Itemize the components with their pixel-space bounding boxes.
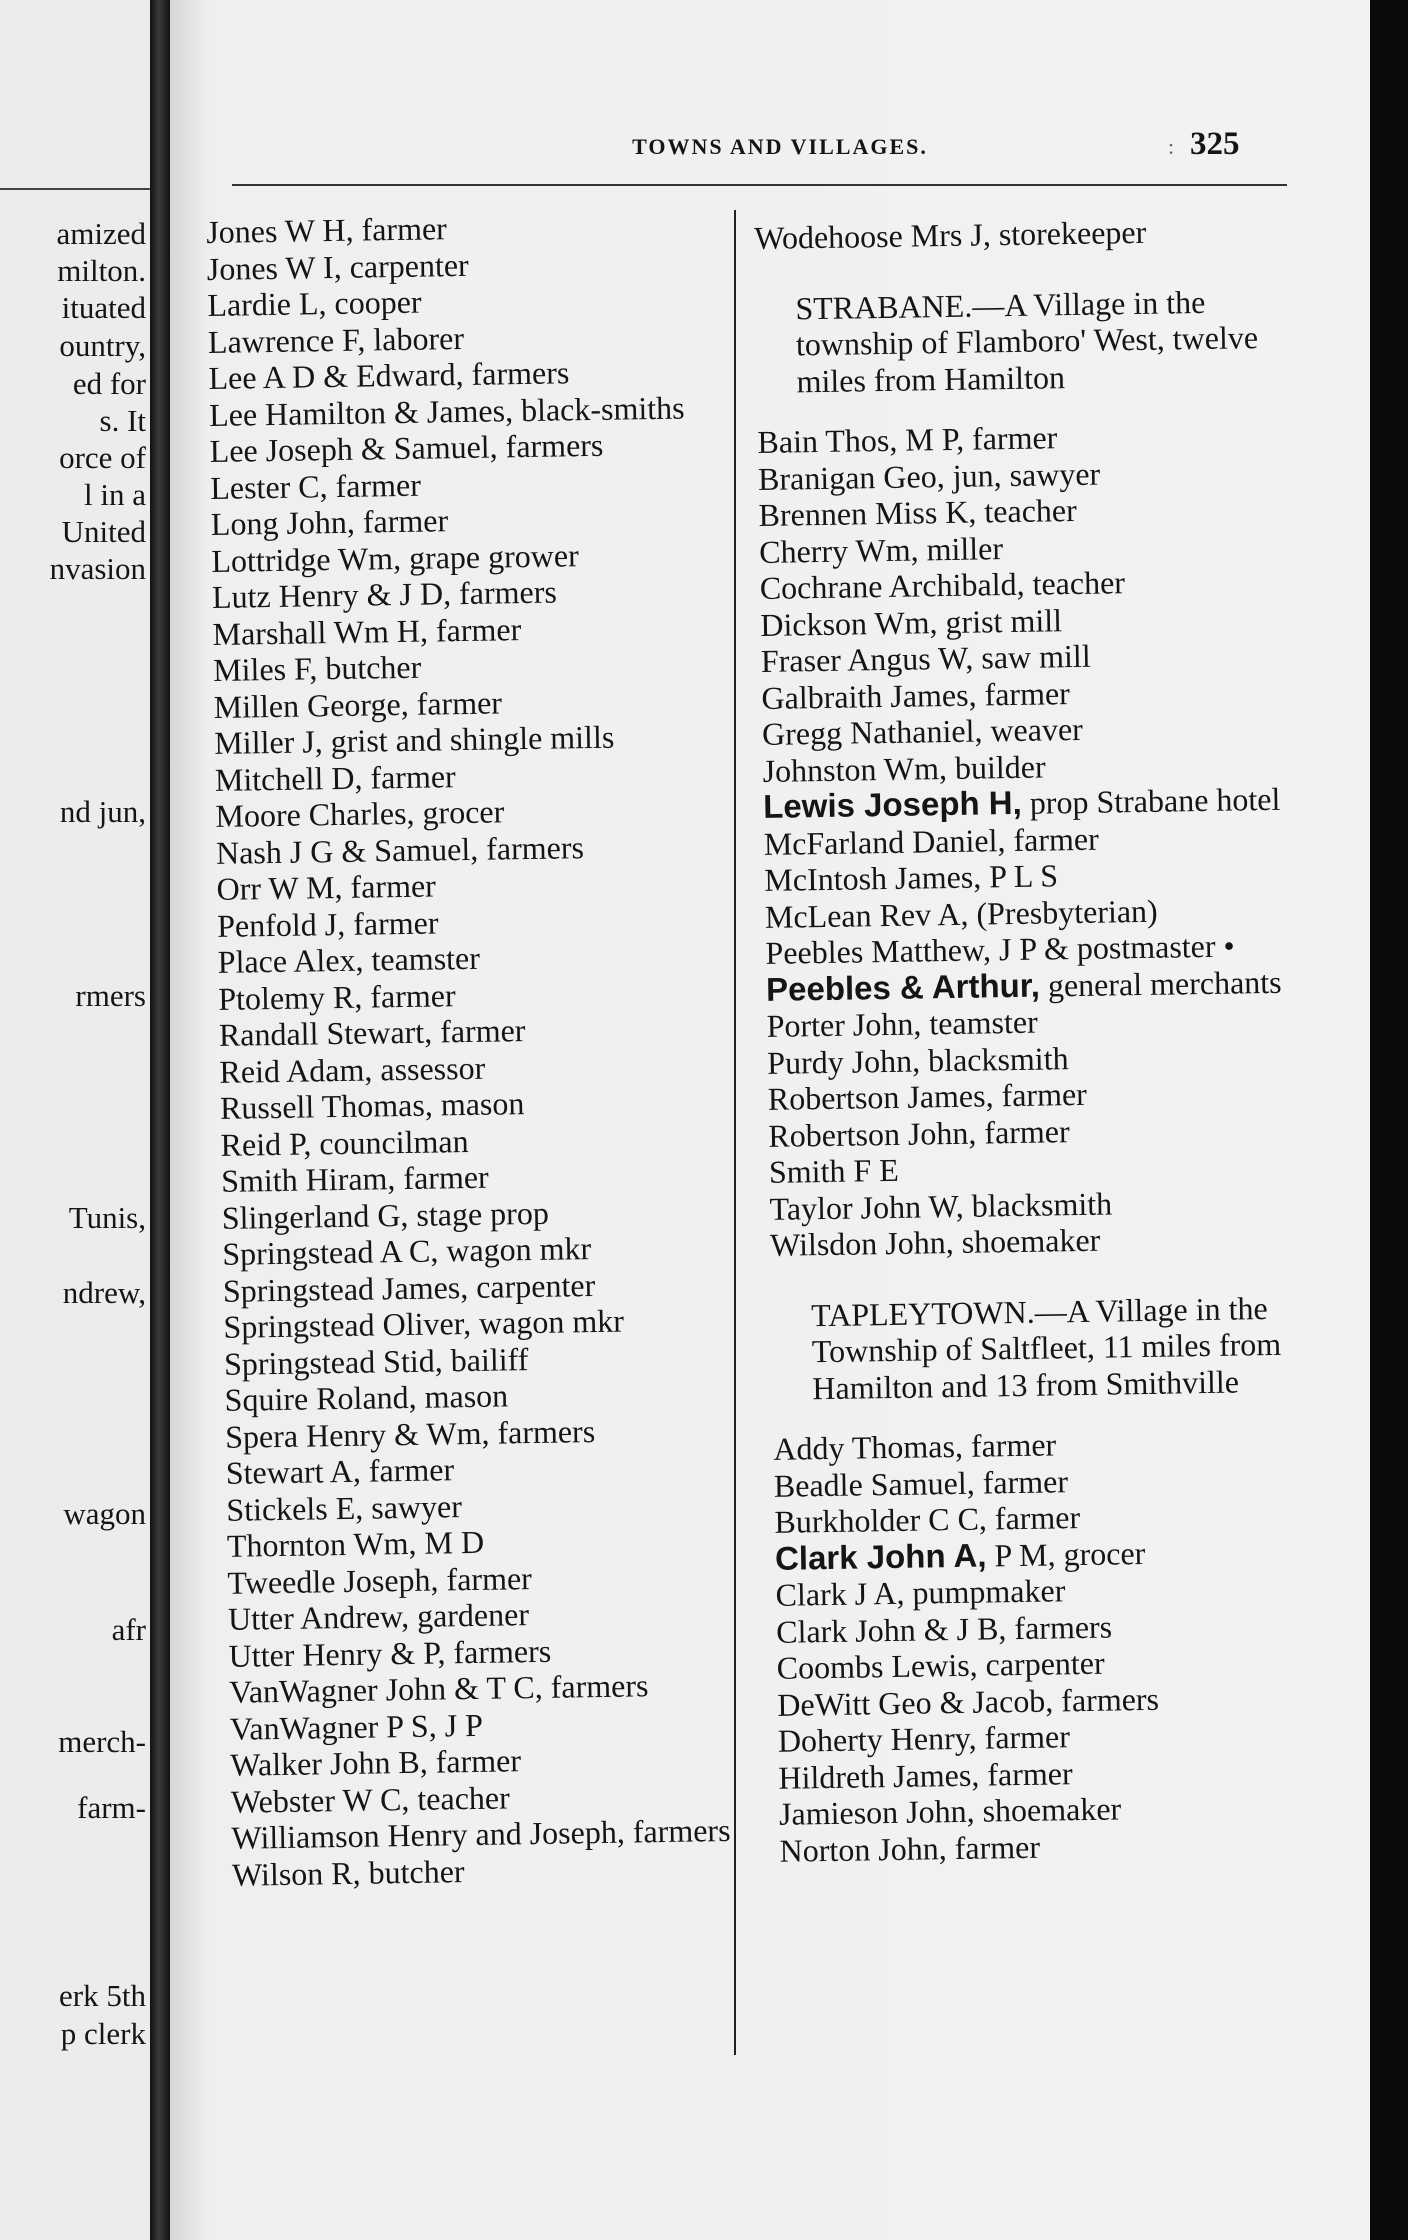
bold-entry-name: Clark John A, (774, 1536, 987, 1577)
previous-page-line: erk 5th (59, 1978, 146, 2013)
directory-entry: Springstead A C, wagon mkr (222, 1230, 592, 1272)
previous-page-line: ndrew, (62, 1275, 146, 1310)
directory-entry: Mitchell D, farmer (214, 757, 456, 798)
previous-page-fragment (0, 0, 150, 2240)
directory-entry: Webster W C, teacher (230, 1778, 510, 1820)
directory-entry: Millen George, farmer (213, 683, 503, 725)
directory-entry: Springstead Oliver, wagon mkr (223, 1302, 625, 1345)
previous-page-line: amized (56, 216, 146, 251)
previous-page-line: ountry, (59, 328, 146, 363)
directory-entry: Robertson John, farmer (768, 1112, 1070, 1154)
running-head: TOWNS AND VILLAGES. (632, 134, 928, 159)
left-column (206, 206, 752, 1893)
directory-entry: Jones W I, carpenter (206, 246, 469, 287)
directory-entry: Addy Thomas, farmer (773, 1426, 1057, 1467)
directory-entry: Burkholder C C, farmer (774, 1499, 1081, 1540)
directory-entry: Smith F E (768, 1151, 900, 1190)
previous-page-line: ed for (72, 366, 146, 401)
directory-entry: Cochrane Archibald, teacher (759, 564, 1126, 606)
previous-page-line: ituated (61, 290, 146, 325)
header-rule (232, 184, 1287, 186)
directory-entry: Walker John B, farmer (230, 1742, 522, 1783)
previous-page-line: afr (111, 1612, 146, 1647)
directory-entry: Tweedle Joseph, farmer (227, 1559, 533, 1601)
directory-entry: Williamson Henry and Joseph, farmers (231, 1811, 731, 1856)
tapleytown-heading: TAPLEYTOWN.—A Village in the Township of Saltfleet, 11 miles from Hamilton and 13 from Smithville (810, 1289, 1282, 1406)
directory-entry: Johnston Wm, builder (762, 747, 1046, 789)
directory-entry: Lee Joseph & Samuel, farmers (209, 426, 604, 469)
directory-entry: Miles F, butcher (212, 648, 422, 688)
directory-entry: Wilsdon John, shoemaker (769, 1221, 1101, 1263)
directory-entry: Russell Thomas, mason (219, 1085, 525, 1126)
previous-page-line: Tunis, (68, 1200, 146, 1235)
directory-entry: Branigan Geo, jun, sawyer (757, 455, 1101, 497)
directory-entry: Wodehoose Mrs J, storekeeper (754, 213, 1147, 256)
directory-entry: McIntosh James, P L S (764, 857, 1059, 898)
previous-page-line: farm- (77, 1790, 146, 1825)
directory-entry: Lardie L, cooper (207, 283, 422, 323)
previous-page-line: s. It (99, 403, 146, 438)
previous-page-line: wagon (63, 1496, 146, 1531)
directory-entry: Clark J A, pumpmaker (775, 1572, 1066, 1613)
directory-entry: Orr W M, farmer (216, 867, 437, 907)
directory-entry: Lawrence F, laborer (207, 319, 465, 360)
directory-entry: Doherty Henry, farmer (777, 1718, 1071, 1759)
directory-entry: Gregg Nathaniel, weaver (761, 710, 1084, 752)
directory-entry: Smith Hiram, farmer (220, 1158, 489, 1199)
previous-page-line: rmers (75, 978, 146, 1013)
strabane-entries (757, 415, 1330, 1263)
bold-entry-name: Peebles & Arthur, (765, 966, 1041, 1008)
directory-entry: Jones W H, farmer (206, 210, 448, 250)
directory-entry: Taylor John W, blacksmith (769, 1184, 1113, 1227)
directory-entry: Cherry Wm, miller (758, 529, 1004, 570)
directory-entry: Lester C, farmer (210, 466, 422, 506)
directory-entry: Marshall Wm H, farmer (212, 610, 522, 652)
directory-entry: Reid Adam, assessor (219, 1049, 486, 1090)
scan-edge (1370, 0, 1408, 2240)
directory-page (170, 0, 1370, 2240)
directory-entry: Bain Thos, M P, farmer (757, 419, 1058, 460)
page-number: 325 (1190, 126, 1240, 162)
directory-entry: Moore Charles, grocer (215, 793, 505, 834)
column-divider (734, 210, 736, 2055)
directory-entry: Stickels E, sawyer (226, 1487, 463, 1528)
entry-detail: general merchants (1039, 963, 1282, 1004)
directory-entry: Thornton Wm, M D (226, 1523, 485, 1564)
directory-entry: Spera Henry & Wm, farmers (224, 1412, 596, 1455)
directory-entry: Norton John, farmer (779, 1828, 1041, 1869)
directory-entry: Lottridge Wm, grape grower (211, 536, 579, 579)
directory-entry: Ptolemy R, farmer (218, 976, 456, 1017)
directory-entry: Lutz Henry & J D, farmers (211, 573, 558, 615)
directory-entry: Wilson R, butcher (231, 1852, 465, 1893)
directory-entry: Porter John, teamster (766, 1003, 1038, 1044)
previous-page-line: orce of (59, 440, 146, 475)
directory-entry: McFarland Daniel, farmer (763, 820, 1100, 862)
directory-entry: Squire Roland, mason (224, 1377, 509, 1418)
directory-entry: Nash J G & Samuel, farmers (215, 828, 585, 871)
directory-entry: VanWagner P S, J P (229, 1706, 484, 1747)
header-mark: : (1168, 134, 1175, 159)
previous-page-line: nd jun, (59, 794, 146, 829)
previous-page-line: milton. (57, 253, 146, 288)
directory-entry: Lee A D & Edward, farmers (208, 354, 570, 396)
directory-entry: Lee Hamilton & James, black-smiths (208, 389, 685, 433)
directory-entry: Stewart A, farmer (225, 1451, 455, 1491)
directory-entry: Fraser Angus W, saw mill (760, 637, 1091, 679)
directory-entry: Galbraith James, farmer (761, 674, 1071, 716)
tapleytown-entries (773, 1422, 1340, 1869)
directory-entry: Dickson Wm, grist mill (760, 601, 1063, 643)
directory-entry: DeWitt Geo & Jacob, farmers (777, 1680, 1160, 1723)
directory-entry: Utter Henry & P, farmers (228, 1632, 552, 1674)
directory-entry: Peebles Matthew, J P & postmaster • (765, 927, 1235, 971)
directory-entry: Hildreth James, farmer (778, 1754, 1073, 1796)
directory-entry: Utter Andrew, gardener (227, 1596, 530, 1637)
directory-entry: Springstead James, carpenter (222, 1266, 596, 1309)
book-gutter (150, 0, 170, 2240)
directory-entry: Miller J, grist and shingle mills (214, 718, 615, 761)
directory-entry: Purdy John, blacksmith (766, 1039, 1069, 1081)
directory-entry: Robertson James, farmer (767, 1075, 1088, 1117)
directory-entry: Springstead Stid, bailiff (223, 1340, 529, 1382)
directory-entry: VanWagner John & T C, farmers (228, 1667, 649, 1710)
entry-detail: P M, grocer (986, 1534, 1146, 1574)
directory-entry: Clark John & J B, farmers (775, 1608, 1113, 1650)
previous-page-line: United (61, 514, 146, 549)
directory-entry: Penfold J, farmer (216, 903, 439, 944)
entry-detail: prop Strabane hotel (1021, 780, 1281, 821)
directory-entry: Slingerland G, stage prop (221, 1194, 550, 1236)
directory-entry: Randall Stewart, farmer (218, 1012, 526, 1053)
directory-entry: Reid P, councilman (220, 1122, 469, 1163)
bold-entry-name: Lewis Joseph H, (762, 783, 1023, 825)
right-column (754, 211, 1340, 1869)
directory-entry: Jamieson John, shoemaker (778, 1790, 1122, 1832)
directory-entry: Place Alex, teamster (217, 939, 481, 980)
previous-page-line: merch- (58, 1724, 146, 1759)
directory-entry: Brennen Miss K, teacher (758, 491, 1078, 533)
previous-page-rule (0, 188, 150, 190)
directory-entry: Beadle Samuel, farmer (773, 1462, 1069, 1504)
strabane-heading: STRABANE.—A Village in the township of Flamboro' West, twelve miles from Hamilton (795, 283, 1259, 399)
directory-entry: McLean Rev A, (Presbyterian) (764, 892, 1158, 935)
previous-page-line: p clerk (60, 2016, 146, 2051)
directory-entry: Long John, farmer (210, 502, 449, 542)
previous-page-line: l in a (84, 477, 146, 512)
directory-entry: Coombs Lewis, carpenter (776, 1644, 1105, 1686)
previous-page-line: nvasion (49, 551, 146, 586)
